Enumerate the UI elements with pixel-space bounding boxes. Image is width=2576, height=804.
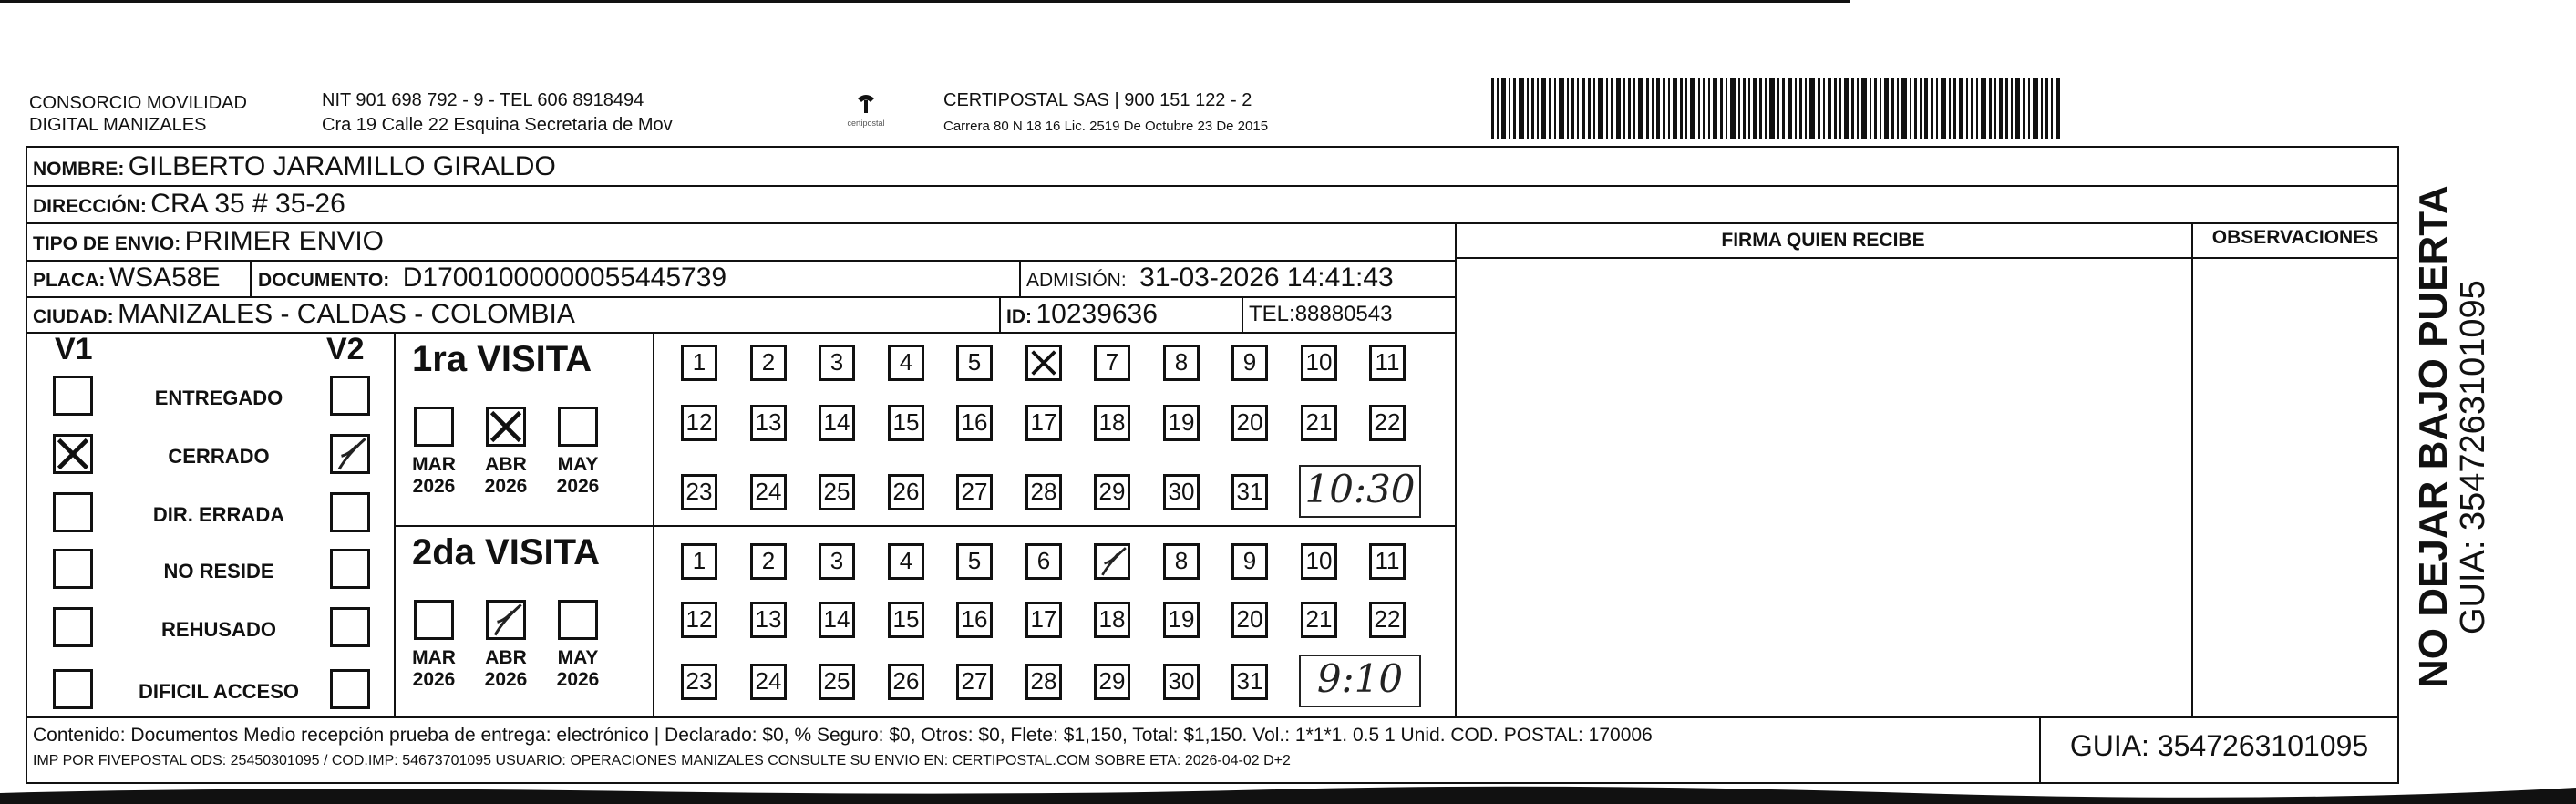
nombre-row	[33, 151, 556, 187]
day-box-20[interactable]: 20	[1231, 602, 1268, 638]
day-box-27[interactable]: 27	[956, 474, 993, 510]
v1-checkbox[interactable]	[53, 434, 93, 474]
v2-checkbox[interactable]	[330, 607, 370, 647]
firma-column-divider	[1455, 222, 1457, 716]
id-value: 10239636	[1036, 299, 1158, 329]
side-warning: NO DEJAR BAJO PUERTA	[2411, 185, 2456, 688]
day-box-2[interactable]: 2	[750, 345, 787, 381]
handwritten-time: 9:10	[1299, 655, 1421, 707]
day-box-3[interactable]: 3	[819, 345, 855, 381]
day-box-13[interactable]: 13	[750, 602, 787, 638]
tel-value: 88880543	[1294, 302, 1393, 326]
documento-label: DOCUMENTO:	[258, 270, 390, 291]
day-box-14[interactable]: 14	[819, 602, 855, 638]
month-checkbox-mar[interactable]	[414, 407, 454, 447]
status-label: ENTREGADO	[154, 387, 283, 409]
id-divider	[999, 296, 1001, 332]
day-box-18[interactable]: 18	[1094, 405, 1130, 441]
month-label: MAY 2026	[556, 454, 600, 497]
day-box-21[interactable]: 21	[1301, 405, 1337, 441]
day-box-1[interactable]: 1	[681, 543, 717, 580]
day-box-3[interactable]: 3	[819, 543, 855, 580]
tipo-envio-row	[33, 226, 384, 262]
day-box-8[interactable]: 8	[1163, 543, 1200, 580]
day-box-6[interactable]: 6	[1025, 543, 1062, 580]
documento-value: D17001000000055445739	[402, 263, 727, 293]
day-box-5[interactable]: 5	[956, 345, 993, 381]
day-box-22[interactable]: 22	[1369, 405, 1406, 441]
day-box-14[interactable]: 14	[819, 405, 855, 441]
day-box-7[interactable]: 7	[1094, 345, 1130, 381]
month-checkbox-may[interactable]	[558, 407, 598, 447]
ciudad-label: CIUDAD:	[33, 306, 114, 327]
placa-value: WSA58E	[108, 263, 221, 293]
day-box-6[interactable]	[1025, 345, 1062, 381]
day-box-23[interactable]: 23	[681, 664, 717, 700]
day-box-23[interactable]: 23	[681, 474, 717, 510]
columns-header-divider	[1455, 257, 2399, 259]
month-label: ABR 2026	[484, 454, 528, 497]
sender-name-line1: CONSORCIO MOVILIDAD	[29, 93, 247, 113]
day-box-9[interactable]: 9	[1231, 345, 1268, 381]
day-box-9[interactable]: 9	[1231, 543, 1268, 580]
direccion-value: CRA 35 # 35-26	[150, 189, 345, 219]
status-label: REHUSADO	[161, 618, 276, 641]
status-label: CERRADO	[168, 445, 270, 468]
day-box-19[interactable]: 19	[1163, 405, 1200, 441]
v1-checkbox[interactable]	[53, 549, 93, 589]
day-box-30[interactable]: 30	[1163, 474, 1200, 510]
bottom-torn-edge	[0, 780, 2576, 804]
day-box-12[interactable]: 12	[681, 405, 717, 441]
day-box-16[interactable]: 16	[956, 602, 993, 638]
footer-guia: GUIA: 3547263101095	[2069, 729, 2369, 762]
day-box-29[interactable]: 29	[1094, 474, 1130, 510]
tel-row	[1249, 299, 1392, 333]
nombre-value: GILBERTO JARAMILLO GIRALDO	[128, 151, 556, 181]
day-box-24[interactable]: 24	[750, 664, 787, 700]
day-box-30[interactable]: 30	[1163, 664, 1200, 700]
id-row	[1006, 299, 1158, 335]
day-box-17[interactable]: 17	[1025, 602, 1062, 638]
v2-checkbox[interactable]	[330, 376, 370, 416]
day-box-10[interactable]: 10	[1301, 543, 1337, 580]
day-box-26[interactable]: 26	[888, 474, 924, 510]
sender-nit: NIT 901 698 792 - 9 - TEL 606 8918494	[322, 90, 644, 110]
day-box-26[interactable]: 26	[888, 664, 924, 700]
day-box-25[interactable]: 25	[819, 664, 855, 700]
id-label: ID:	[1006, 306, 1032, 327]
status-label: DIFICIL ACCESO	[138, 680, 299, 703]
courier-name: CERTIPOSTAL SAS | 900 151 122 - 2	[943, 90, 1252, 110]
v1-header: V1	[55, 332, 93, 366]
day-box-4[interactable]: 4	[888, 345, 924, 381]
day-box-19[interactable]: 19	[1163, 602, 1200, 638]
visit1-title: 1ra VISITA	[412, 339, 592, 379]
month-checkbox-abr[interactable]	[486, 407, 526, 447]
footer-divider	[26, 716, 2399, 718]
day-box-15[interactable]: 15	[888, 602, 924, 638]
day-box-7[interactable]	[1094, 543, 1130, 580]
month-checkbox-may[interactable]	[558, 600, 598, 640]
ciudad-row	[33, 299, 575, 335]
sender-name-line2: DIGITAL MANIZALES	[29, 115, 207, 135]
ciudad-value: MANIZALES - CALDAS - COLOMBIA	[118, 299, 575, 329]
admision-row	[1026, 263, 1394, 298]
handwritten-time: 10:30	[1299, 465, 1421, 518]
month-label: MAR 2026	[412, 647, 456, 690]
top-edge-line	[0, 0, 1850, 3]
admision-value: 31-03-2026 14:41:43	[1139, 263, 1394, 293]
day-box-11[interactable]: 11	[1369, 345, 1406, 381]
v1-checkbox[interactable]	[53, 607, 93, 647]
firma-column-header: FIRMA QUIEN RECIBE	[1721, 230, 1925, 251]
courier-address: Carrera 80 N 18 16 Lic. 2519 De Octubre 23 De 2015	[943, 119, 1269, 134]
day-box-2[interactable]: 2	[750, 543, 787, 580]
v2-checkbox[interactable]	[330, 434, 370, 474]
visit-divider	[394, 525, 1455, 527]
day-box-1[interactable]: 1	[681, 345, 717, 381]
admision-label: ADMISIÓN:	[1026, 270, 1127, 291]
observaciones-column-header: OBSERVACIONES	[2211, 227, 2379, 248]
v1-checkbox[interactable]	[53, 376, 93, 416]
day-box-8[interactable]: 8	[1163, 345, 1200, 381]
day-box-31[interactable]: 31	[1231, 664, 1268, 700]
tipo-envio-label: TIPO DE ENVIO:	[33, 233, 181, 254]
placa-label: PLACA:	[33, 270, 106, 291]
month-label: MAR 2026	[412, 454, 456, 497]
month-checkbox-abr[interactable]	[486, 600, 526, 640]
day-box-13[interactable]: 13	[750, 405, 787, 441]
day-box-17[interactable]: 17	[1025, 405, 1062, 441]
nombre-label: NOMBRE:	[33, 159, 125, 180]
day-box-20[interactable]: 20	[1231, 405, 1268, 441]
barcode	[1491, 78, 2494, 139]
tel-divider	[1242, 296, 1243, 332]
sender-address: Cra 19 Calle 22 Esquina Secretaria de Mov	[322, 115, 673, 135]
v2-checkbox[interactable]	[330, 492, 370, 532]
tipo-envio-value: PRIMER ENVIO	[184, 226, 385, 256]
day-box-24[interactable]: 24	[750, 474, 787, 510]
placa-row	[33, 263, 221, 298]
status-label: DIR. ERRADA	[152, 503, 285, 526]
day-box-16[interactable]: 16	[956, 405, 993, 441]
day-box-27[interactable]: 27	[956, 664, 993, 700]
day-box-28[interactable]: 28	[1025, 664, 1062, 700]
v2-checkbox[interactable]	[330, 549, 370, 589]
footer-print-info-line: IMP POR FIVEPOSTAL ODS: 25450301095 / COD.IMP: 54673701095 USUARIO: OPERACIONES MANIZALES CONSULTE SU ENVIO EN: CERTIPOSTAL.COM SOBRE ETA: 2026-04-02 D+2	[33, 753, 1291, 768]
observaciones-column-divider	[2191, 222, 2193, 716]
day-box-22[interactable]: 22	[1369, 602, 1406, 638]
status-label: NO RESIDE	[163, 560, 274, 582]
v1-checkbox[interactable]	[53, 669, 93, 709]
direccion-row	[33, 189, 345, 224]
admision-divider	[1019, 260, 1021, 296]
svg-text:certipostal: certipostal	[847, 119, 885, 128]
placa-divider	[250, 260, 252, 296]
day-box-18[interactable]: 18	[1094, 602, 1130, 638]
day-box-28[interactable]: 28	[1025, 474, 1062, 510]
month-label: ABR 2026	[484, 647, 528, 690]
day-box-21[interactable]: 21	[1301, 602, 1337, 638]
day-box-4[interactable]: 4	[888, 543, 924, 580]
v2-header: V2	[326, 332, 365, 366]
v1-checkbox[interactable]	[53, 492, 93, 532]
day-box-29[interactable]: 29	[1094, 664, 1130, 700]
calendar-divider	[653, 332, 654, 716]
day-box-5[interactable]: 5	[956, 543, 993, 580]
day-box-15[interactable]: 15	[888, 405, 924, 441]
month-checkbox-mar[interactable]	[414, 600, 454, 640]
status-divider	[394, 332, 396, 716]
row-divider	[26, 222, 2399, 224]
direccion-label: DIRECCIÓN:	[33, 196, 147, 217]
side-guia: GUIA: 3547263101095	[2454, 280, 2492, 634]
day-box-31[interactable]: 31	[1231, 474, 1268, 510]
documento-row	[258, 263, 726, 298]
tel-label: TEL:	[1249, 302, 1295, 326]
month-label: MAY 2026	[556, 647, 600, 690]
footer-contents-line: Contenido: Documentos Medio recepción prueba de entrega: electrónico | Declarado: $0, % Seguro: $0, Otros: $0, Flete: $1,150, Total: $1,150. Vol.: 1*1*1. 0.5 1 Unid. COD. POSTAL: 170006	[33, 725, 1653, 746]
day-box-25[interactable]: 25	[819, 474, 855, 510]
visit2-title: 2da VISITA	[412, 532, 600, 572]
v2-checkbox[interactable]	[330, 669, 370, 709]
certipostal-logo-icon	[834, 89, 898, 135]
day-box-12[interactable]: 12	[681, 602, 717, 638]
day-box-11[interactable]: 11	[1369, 543, 1406, 580]
day-box-10[interactable]: 10	[1301, 345, 1337, 381]
